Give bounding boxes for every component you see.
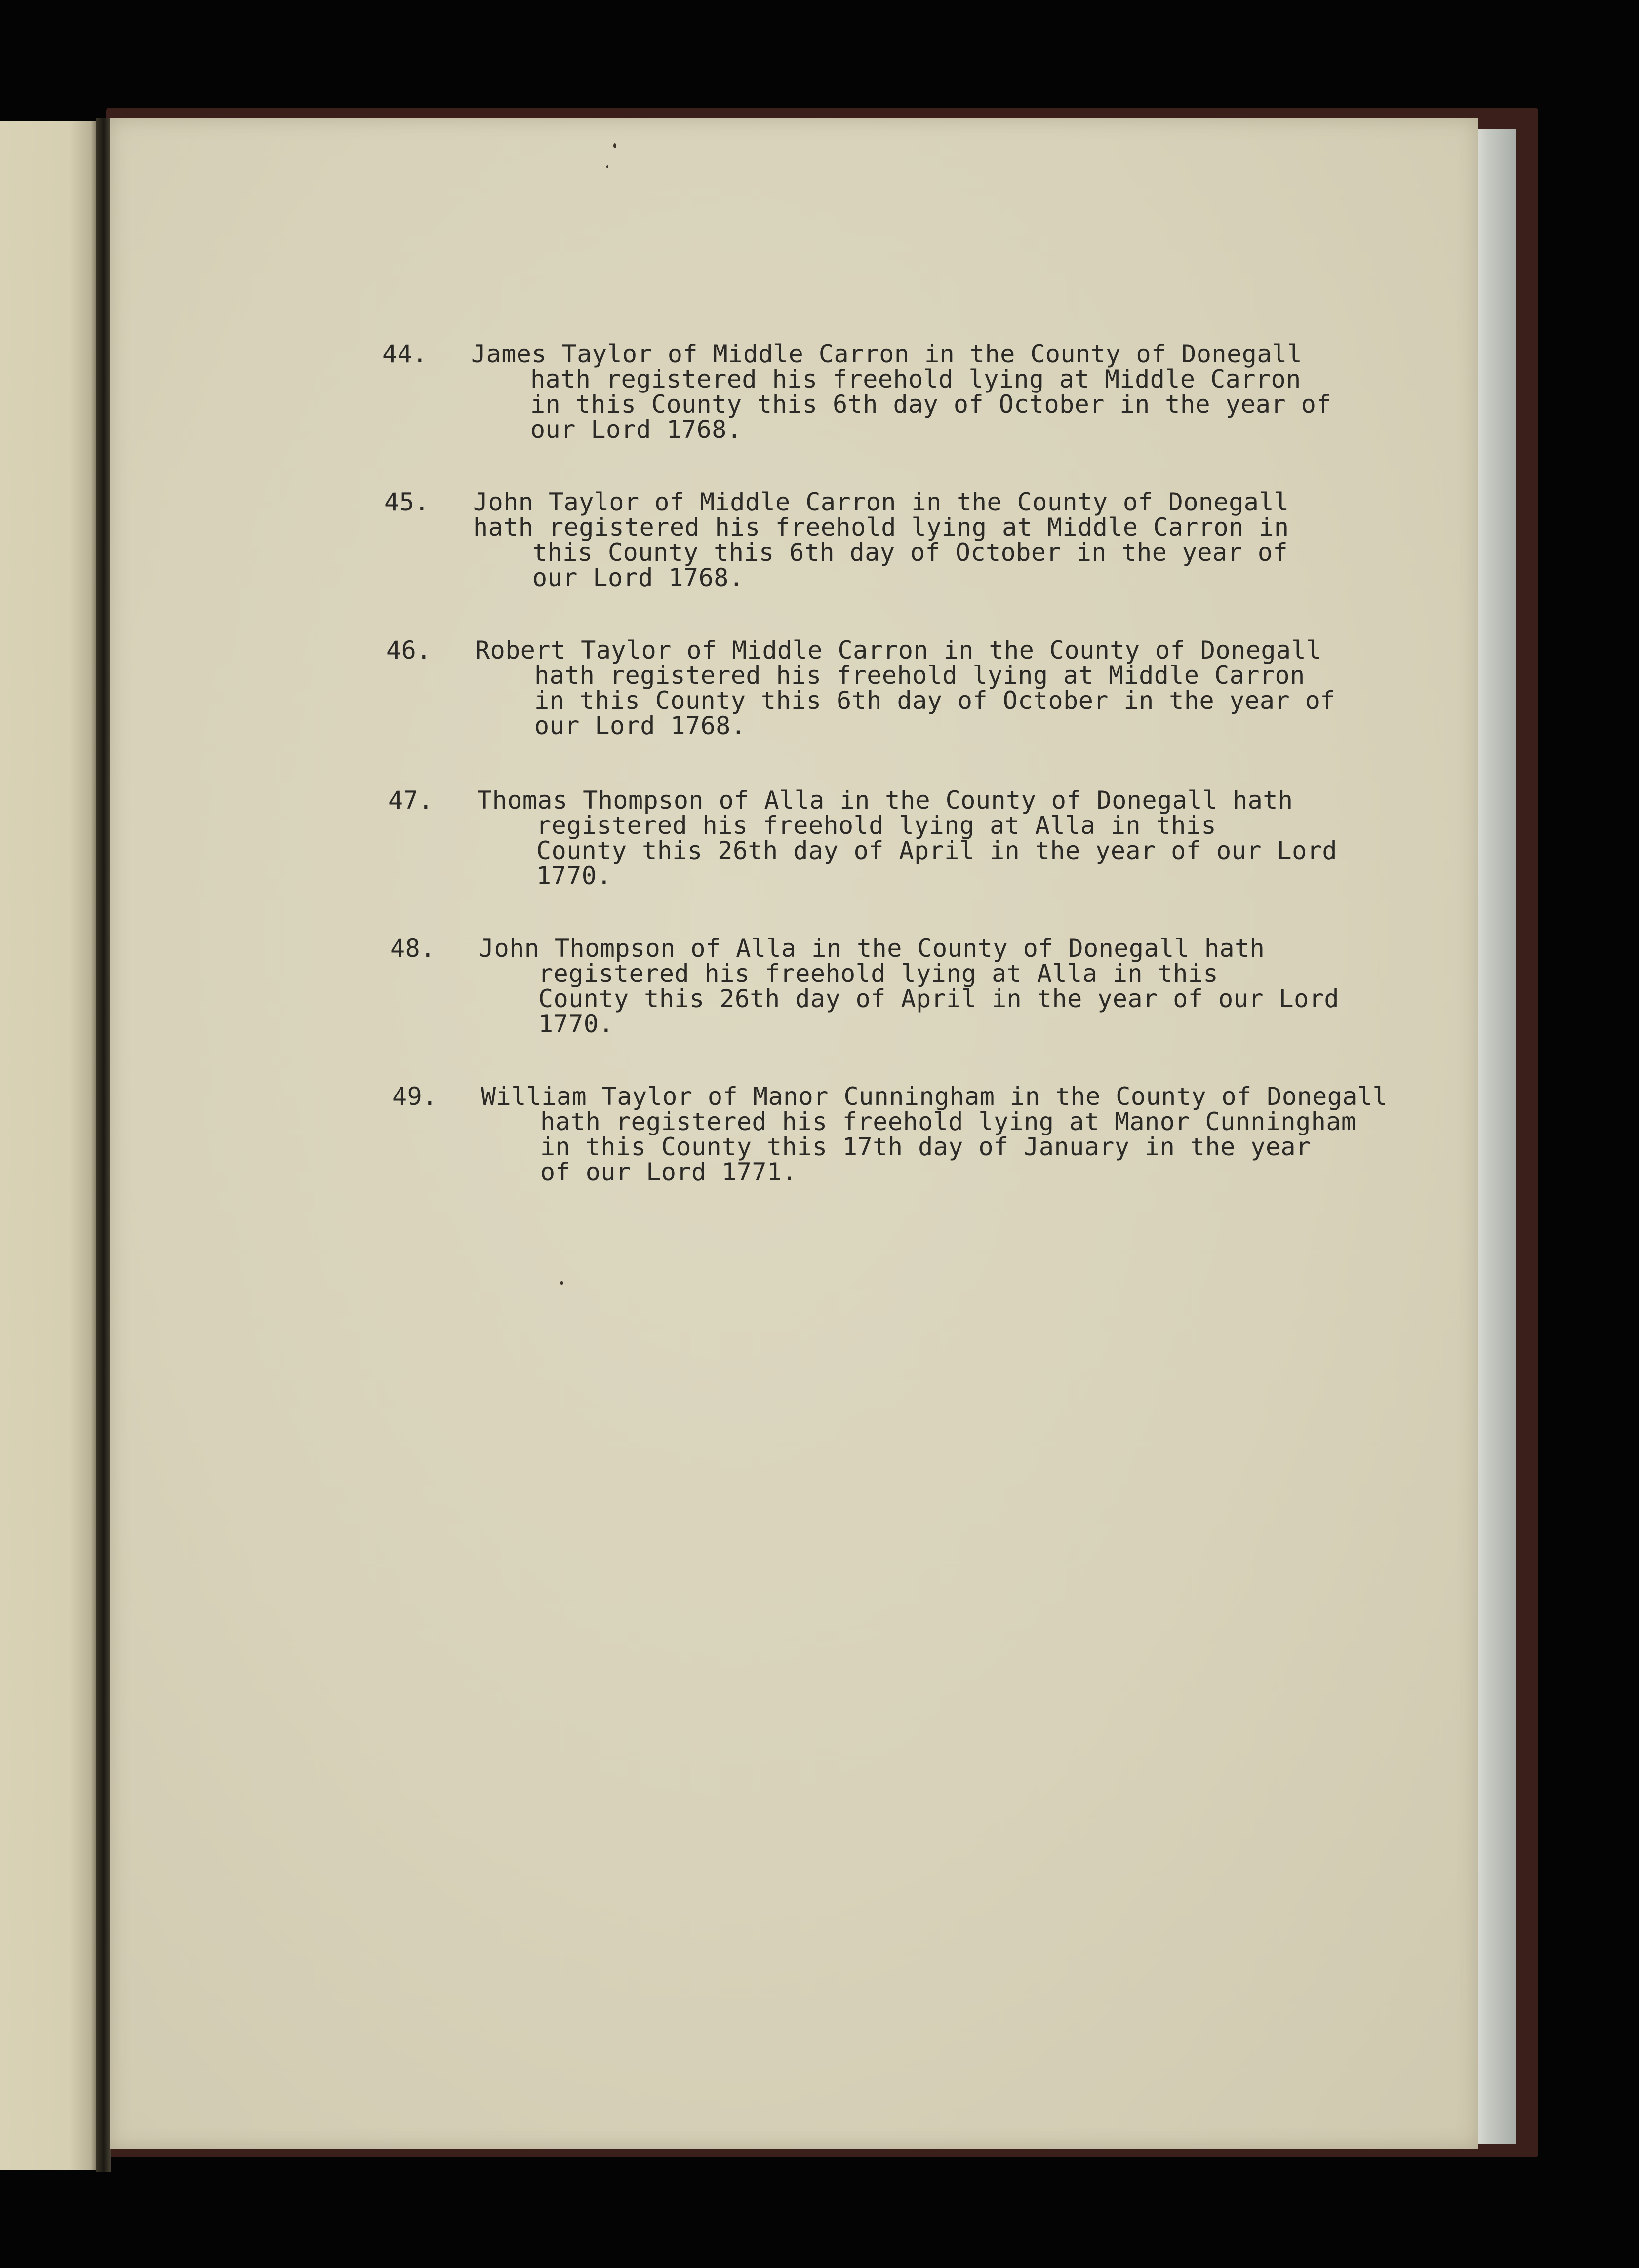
entry-line: of our Lord 1771. — [540, 1158, 798, 1186]
entry-line: Robert Taylor of Middle Carron in the County of Donegall — [475, 636, 1321, 665]
entry-line: our Lord 1768. — [530, 415, 742, 444]
entry-line: in this County this 17th day of January in the year — [540, 1133, 1311, 1161]
entry-number: 46. — [386, 636, 432, 665]
entry-line: William Taylor of Manor Cunningham in the County of Donegall — [481, 1082, 1388, 1111]
entry-line: our Lord 1768. — [534, 711, 746, 740]
entry-line: in this County this 6th day of October in the year of — [530, 390, 1331, 419]
entry-line: John Taylor of Middle Carron in the County of Donegall — [473, 488, 1289, 516]
entry-line: this County this 6th day of October in the year of — [532, 538, 1288, 567]
entry-number: 47. — [388, 786, 434, 815]
entry-number: 44. — [382, 340, 428, 368]
entry-line: hath registered his freehold lying at Manor Cunningham — [540, 1107, 1357, 1136]
entry-line: Thomas Thompson of Alla in the County of Donegall hath — [477, 786, 1293, 815]
entry-number: 48. — [390, 934, 436, 963]
paper-mark — [613, 143, 616, 148]
entry-line: registered his freehold lying at Alla in this — [536, 811, 1217, 840]
entry-line: hath registered his freehold lying at Middle Carron — [534, 661, 1305, 690]
entry-line: 1770. — [536, 861, 612, 890]
entry-line: 1770. — [538, 1010, 614, 1038]
paper-mark — [606, 165, 608, 168]
entry-line: in this County this 6th day of October in the year of — [534, 686, 1335, 715]
book-gutter — [96, 118, 111, 2172]
paper-mark — [560, 1281, 563, 1285]
entry-line: registered his freehold lying at Alla in this — [538, 959, 1219, 988]
document-page — [110, 118, 1478, 2149]
entry-number: 45. — [384, 488, 430, 516]
entry-line: hath registered his freehold lying at Middle Carron in — [473, 513, 1289, 542]
entry-line: County this 26th day of April in the year of our Lord — [536, 836, 1337, 865]
entry-line: John Thompson of Alla in the County of Donegall hath — [479, 934, 1265, 963]
entry-line: County this 26th day of April in the year of our Lord — [538, 984, 1339, 1013]
entry-line: James Taylor of Middle Carron in the County of Donegall — [471, 340, 1303, 368]
entry-line: hath registered his freehold lying at Middle Carron — [530, 365, 1301, 393]
facing-page-left — [0, 121, 99, 2170]
entry-number: 49. — [392, 1082, 438, 1111]
entry-line: our Lord 1768. — [532, 563, 744, 592]
